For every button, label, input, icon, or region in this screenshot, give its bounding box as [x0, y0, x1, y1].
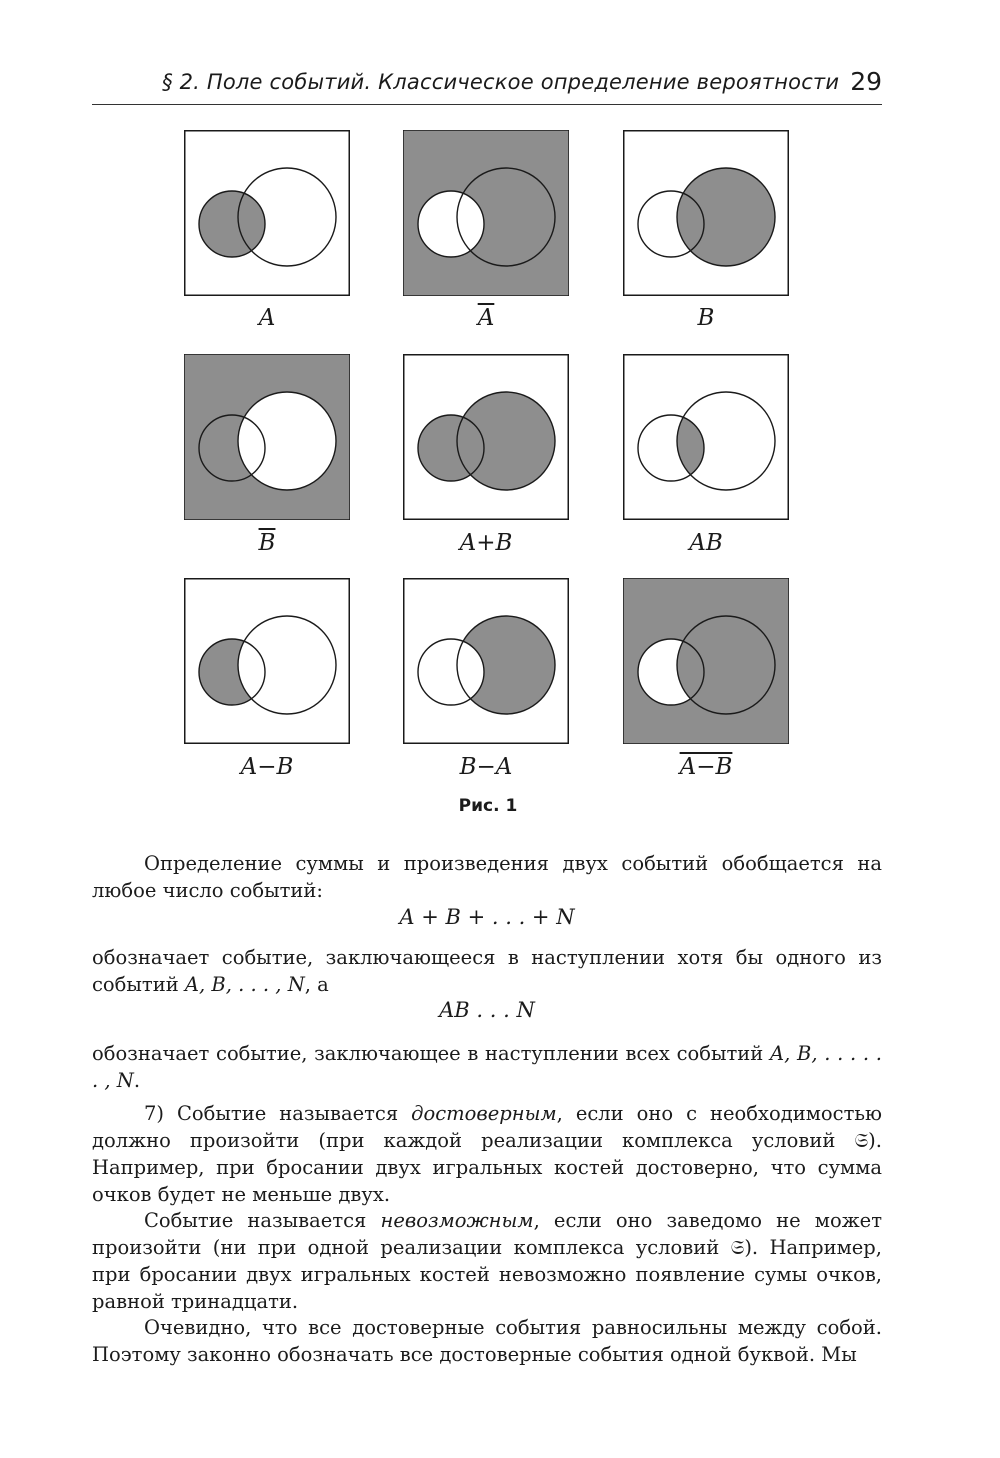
venn-label: AB	[689, 530, 723, 556]
venn-diagram	[184, 130, 350, 296]
venn-label: A+B	[459, 530, 513, 556]
venn-diagram	[184, 578, 350, 744]
venn-svg	[623, 578, 789, 744]
figure-caption: Рис. 1	[458, 796, 518, 816]
paragraph-impossible-event: Событие называется невозможным, если оно заведомо не может произойти (ни при одной реализации комплекса условий 𝔖). Например, при бросании двух игральных костей невозможно появление сумы очков, равной тринадцати.	[92, 1209, 882, 1313]
venn-label: A−B	[679, 754, 733, 780]
paragraph-certain-event: 7) Событие называется достоверным, если оно с необходимостью должно произойти (при каждой реализации комплекса условий 𝔖). Например, при бросании двух игральных костей достоверно, что сумма очков будет не меньше двух.	[92, 1102, 882, 1206]
venn-svg	[184, 130, 350, 296]
venn-diagram	[403, 130, 569, 296]
paragraph-equivalence: Очевидно, что все достоверные события равносильны между собой. Поэтому законно обозначать все достоверные события одной буквой. Мы	[92, 1316, 882, 1366]
venn-diagram	[403, 578, 569, 744]
venn-diagram	[623, 578, 789, 744]
venn-label: A	[258, 305, 276, 331]
formula-product: AB . . . N	[439, 998, 535, 1022]
venn-svg	[623, 130, 789, 296]
venn-svg	[403, 354, 569, 520]
paragraph-product-meaning: обозначает событие, заключающее в наступлении всех событий A, B, . . . . . . , N.	[92, 1042, 883, 1092]
venn-label: B−A	[459, 754, 513, 780]
running-header-title: § 2. Поле событий. Классическое определение вероятности	[162, 70, 840, 94]
venn-diagram	[623, 130, 789, 296]
sample-space-rect	[624, 355, 789, 520]
venn-diagram	[184, 354, 350, 520]
venn-label: B	[697, 305, 715, 331]
paragraph-generalization: Определение суммы и произведения двух событий обобщается на любое число событий:	[92, 852, 882, 902]
venn-svg	[184, 354, 350, 520]
venn-svg	[184, 578, 350, 744]
venn-diagram	[403, 354, 569, 520]
venn-svg	[623, 354, 789, 520]
venn-label: A−B	[240, 754, 294, 780]
paragraph-sum-meaning: обозначает событие, заключающееся в наступлении хотя бы одного из событий A, B, . . . , N, а	[92, 946, 882, 996]
venn-svg	[403, 578, 569, 744]
venn-label: $\overline{B}$	[258, 530, 276, 556]
venn-label: $\overline{A}$	[477, 305, 495, 331]
venn-diagram	[623, 354, 789, 520]
venn-svg	[403, 130, 569, 296]
page-number: 29	[850, 67, 882, 96]
formula-sum: A + B + . . . + N	[399, 905, 575, 929]
running-header	[92, 66, 882, 105]
